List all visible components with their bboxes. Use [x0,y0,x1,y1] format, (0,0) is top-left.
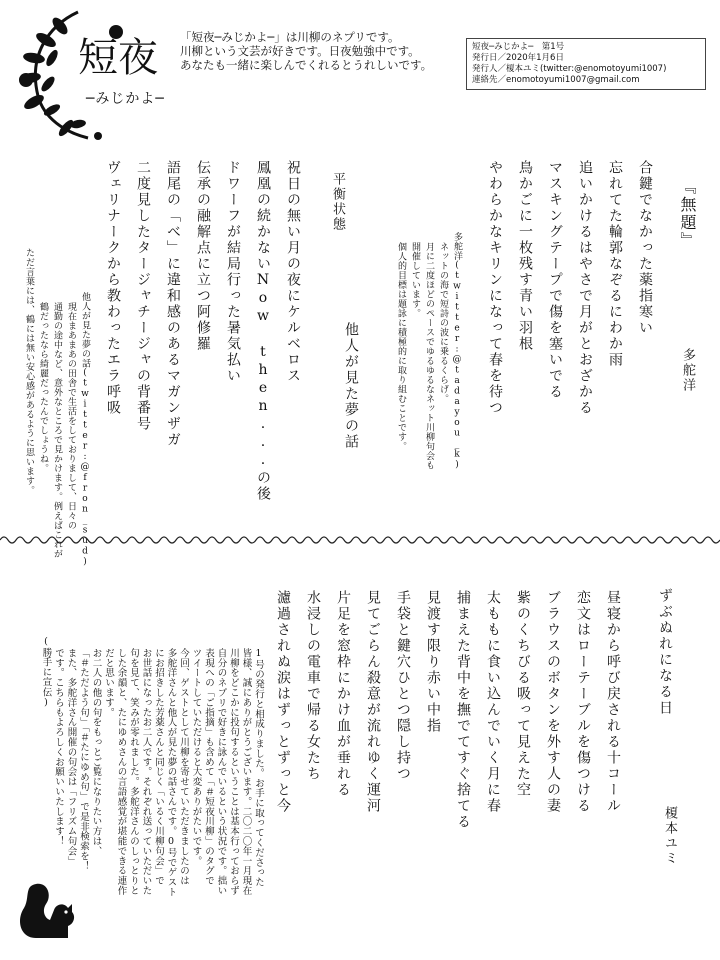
afterword-line: 今回、ゲストとして川柳を寄せていただきましたのは [178,648,189,886]
poem-line: マスキングテープで傷を塞いでる [547,160,563,400]
afterword-line: だと思います。 [103,648,114,718]
date-line: 発行日／2020年1月6日 [472,53,564,63]
profile-line: 鶴だったなら綺麗だったんでしょうね。 [38,302,48,473]
profile-line: ネットの海で短詩の波に乗るくらげ。 [438,242,448,404]
poem-line: 片足を窓枠にかけ血が垂れる [335,590,351,798]
afterword-line: ツイートしていただけると大変ありがたいです。 [190,648,202,866]
poem-line: 恋文はローテーブルを傷つける [575,590,591,814]
poem-line: 紫のくちびる吸って見えた空 [515,590,531,798]
section1-author: 多舵洋 [680,348,695,393]
poem-line: やわらかなキリンになって春を待つ [487,160,503,416]
poem-line: 鳳凰の続かないNow then...の後 [255,160,271,502]
poem-line: ブラウスのボタンを外す人の妻 [545,590,561,814]
poem-line: 忘れてた輪郭なぞるにわか雨 [607,160,623,368]
section3-author: 榎本ユミ [662,806,677,866]
profile-line: 通勤の途中など、意外なところで見かけます。例えばこれが [52,302,62,559]
afterword-line: お世話になったお二人です。それぞれ送っていただいた [140,648,152,896]
afterword-line: お二人の他の句をもっとご覧になりたい方は、 [90,648,102,856]
poem-line: 濾過されぬ涙はずっとずっと今 [275,590,291,814]
section1-title: 『無題』 [678,178,697,250]
issue-line: 短夜─みじかよ─ 第1号 [472,42,565,52]
profile-line: 他人が見た夢の話(twitter:@fron_sud) [80,292,90,568]
contact-line: 連絡先／enomotoyumi1007@gmail.com [472,75,640,85]
intro-text [180,30,460,72]
poem-line: 昼寝から呼び戻される十コール [605,590,621,814]
poem-line: ヴェリナークから教わったエラ呼吸 [105,160,121,416]
poem-line: 水浸しの電車で帰る女たち [305,590,321,782]
poem-line: 語尾の「べ」に違和感のあるマガンザガ [165,160,181,448]
afterword-line: 川柳をどこかに投句するということは基本行っておらず [228,648,239,896]
masthead-subtitle: ─みじかよ─ [86,91,165,107]
poem-line: ドワーフが結局行った暑気払い [225,160,241,384]
afterword-line: 自分のネプリで好きに詠んでいるという状況です。拙い [215,648,227,896]
profile-line: 現在まあまあの田舎で生活をしておりまして、日々の [66,302,76,530]
poem-line: 合鍵でなかった薬指寒い [637,160,653,336]
section2-title: 他人が見た夢の話 [343,322,359,450]
intro-line: 川柳という文芸が好きです。日夜勉強中です。 [180,44,420,58]
section2-author: 平衡状態 [330,172,345,232]
poem-line: 二度見したタージャチージャの背番号 [135,160,151,432]
afterword-line: 句を見て、笑みが零れました。多舵洋さんのしっとりと [128,648,139,896]
poem-line: 追いかけるはやさで月がとおざかる [577,160,593,416]
section3-title: ずぶぬれになる日 [657,588,673,716]
afterword-line: です。こちらもよろしくお願いいたします！ [53,648,64,846]
wave-divider [0,532,720,548]
poem-line: 伝承の融解点に立つ阿修羅 [195,160,211,352]
masthead-title: 短夜 [78,35,158,81]
poem-line: 祝日の無い月の夜にケルベロス [285,160,301,384]
afterword-line: 「＃ただよう句」「＃たにゆめ句」で是非検索を！ [78,648,89,871]
poem-line: 鳥かごに一枚残す青い羽根 [517,160,533,352]
poem-line: 見てごらん殺意が流れゆく運河 [365,590,381,814]
publisher-line: 発行人／榎本ユミ(twitter:@enomotoyumi1007) [472,64,667,74]
poem-line: 見渡す限り赤い中指 [425,590,441,734]
profile-line: 月に二度ほどのペースでゆるゆるなネット川柳句会も [424,242,434,470]
poem-line: 捕まえた背中を撫でてすぐ捨てる [455,590,471,830]
afterword-line: した余韻と、たにゆめさんの言語感覚が堪能できる連作 [115,648,127,896]
publication-info-box [466,38,706,90]
afterword-line: にお招きした芳薬さんと同じく「いるく川柳句会」で [153,648,164,886]
afterword-line: 表現への「ご指摘」も含めて「＃短夜川柳」のタグで [203,648,214,886]
profile-line: 開催しています。 [410,242,420,318]
afterword-line: 皆様、誠にありがとうございます。二〇二〇年一月現在 [240,648,252,896]
poem-line: 手袋と鍵穴ひとつ隠し持つ [395,590,411,782]
intro-line: あなたも一緒に楽しんでくれるとうれしいです。 [180,58,433,72]
afterword-line: (勝手に宣伝) [40,636,52,709]
poem-line: 太ももに食い込んでいく月に春 [485,590,501,814]
squirrel-icon [14,880,80,942]
profile-line: 多舵洋(twitter:@tadayou_k) [452,232,462,471]
profile-line: ただ言葉には、鶴には無い安心感があるように思います。 [24,248,34,495]
profile-line: 個人的目標は題詠に積極的に取り組むことです。 [396,242,406,451]
afterword-line: 1号の発行と相成りました。お手に取ってくださった [253,648,264,888]
afterword-line: 多舵洋さんと他人が見た夢の話さんです。0号でゲスト [165,648,177,897]
intro-line: 「短夜─みじかよ─」は川柳のネプリです。 [180,30,400,44]
afterword-line: また、多舵洋さん開催の句会は「フリズム句会」 [65,648,77,866]
